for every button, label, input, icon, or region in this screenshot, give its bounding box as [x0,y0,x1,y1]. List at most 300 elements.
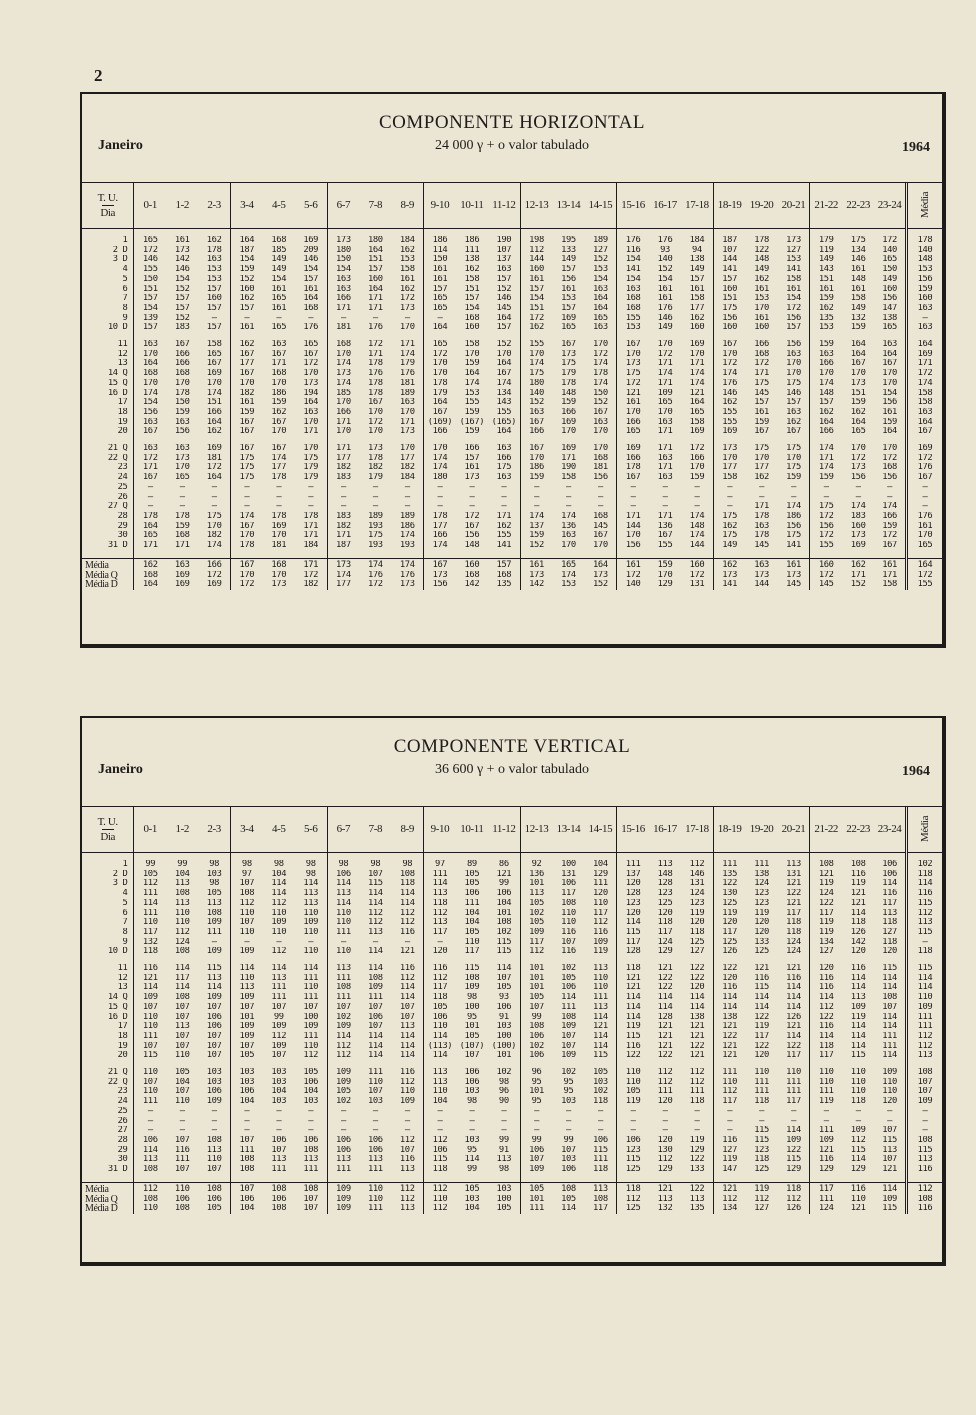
gap-cell [874,1061,906,1068]
value-cell: 172 [206,463,222,473]
gap-cell [713,437,745,444]
value-cell: 167 [617,340,649,350]
value-cell: 106 [206,1022,222,1032]
value-cell: 143 [810,265,842,275]
value-cell: 117 [174,973,190,983]
average-cell: 111 [906,1013,942,1023]
value-cell: 113 [206,1145,222,1155]
value-cell: 146 [689,869,705,879]
hour-column-header: 21-22 [810,806,842,853]
value-cell: 178 [561,378,576,388]
value-cell: 114 [399,898,415,908]
value-cell: 121 [713,1042,745,1052]
value-cell: 170 [206,378,222,388]
value-cell: 146 [786,388,801,398]
value-cell: 114 [399,1041,415,1051]
value-cell: 96 [498,1087,509,1097]
gap-cell [520,437,552,444]
value-cell: 167 [850,359,866,369]
page-number: 2 [94,66,103,85]
value-cell: 118 [689,927,705,937]
gap-cell [778,437,810,444]
value-cell: 168 [174,531,190,541]
value-cell: 135 [810,314,842,324]
value-cell: 176 [399,570,415,580]
value-cell: 117 [424,983,456,993]
hour-column-header: 3-4 [230,182,262,229]
gap-cell [906,437,942,444]
value-cell: 112 [399,973,415,983]
value-cell: 112 [399,1194,415,1204]
value-cell: 137 [496,255,512,265]
value-cell: 181 [593,463,608,473]
value-cell: 183 [174,323,190,333]
value-cell: 170 [689,349,705,359]
value-cell: 116 [617,1042,649,1052]
value-cell: 170 [134,350,166,360]
value-cell: 157 [206,303,222,313]
value-cell: 162 [810,408,842,418]
table-row [82,379,942,389]
value-cell: 176 [657,303,673,313]
value-cell: 111 [271,1165,287,1175]
row-label: 4 [122,889,128,899]
value-cell: 114 [399,889,415,899]
value-cell: 159 [230,408,262,418]
value-cell: 117 [786,908,801,918]
value-cell: 172 [134,246,166,256]
value-cell: 184 [399,473,415,483]
value-cell: — [810,1117,842,1127]
gap-cell [745,853,777,861]
value-cell: 141 [713,265,745,275]
value-cell: 111 [713,1068,745,1078]
value-cell: 120 [850,947,866,957]
value-cell: 148 [689,521,705,531]
value-cell: 103 [271,1097,287,1107]
value-cell: 172 [399,294,415,304]
value-cell: — [810,483,842,493]
value-cell: 110 [882,1077,897,1087]
gap-cell [778,1175,810,1183]
value-cell: 141 [496,541,512,551]
value-cell: 170 [689,463,705,473]
value-cell: 111 [367,993,383,1003]
value-cell: 190 [561,463,576,473]
table-row [82,889,942,899]
value-cell: 114 [367,898,383,908]
value-cell: — [372,482,378,492]
value-cell: 112 [134,1182,166,1194]
value-cell: 172 [520,314,552,324]
gap-cell [359,437,391,444]
value-cell: 138 [464,255,480,265]
value-cell: 112 [367,918,383,928]
value-cell: 168 [271,236,287,245]
value-cell: 163 [520,408,552,418]
value-cell: (100) [491,1041,517,1051]
value-cell: 165 [424,304,456,314]
value-cell: — [759,492,765,502]
value-cell: 121 [617,983,649,993]
value-cell: — [372,1126,378,1136]
value-cell: 186 [520,463,552,473]
row-label: 20 [117,427,128,437]
value-cell: 150 [134,275,166,285]
value-cell: — [855,1116,861,1126]
value-cell: 108 [134,1165,166,1175]
value-cell: 164 [850,349,866,359]
value-cell: 114 [617,993,649,1003]
value-cell: 114 [367,1041,383,1051]
average-cell: — [906,483,942,493]
value-cell: 116 [713,1136,745,1146]
value-cell: 110 [810,1078,842,1088]
value-cell: 110 [424,1022,456,1032]
value-cell: 112 [520,947,552,957]
value-cell: 175 [520,369,552,379]
value-cell: 167 [230,427,262,437]
value-cell: 140 [657,255,673,265]
hour-column-header: 21-22 [810,182,842,229]
value-cell: 115 [882,1135,897,1145]
gap-cell [617,551,649,559]
value-cell: 163 [593,323,608,333]
value-cell: 100 [303,1012,319,1022]
value-cell: 171 [561,453,576,463]
value-cell: 162 [850,407,866,417]
value-cell: 148 [754,255,769,265]
value-cell: 117 [810,1182,842,1194]
value-cell: 121 [689,1051,705,1061]
value-cell: 162 [230,340,262,350]
value-cell: 103 [488,1182,520,1194]
value-cell: 155 [713,408,745,418]
value-cell: — [791,492,796,502]
gap-cell [295,1061,327,1068]
value-cell: 116 [399,927,415,937]
value-cell: 159 [754,417,769,427]
value-cell: 113 [657,1194,673,1204]
value-cell: 184 [689,236,705,245]
value-cell: 165 [657,398,673,408]
value-cell: 153 [786,255,801,265]
gap-cell [681,957,713,964]
value-cell: 152 [657,265,673,275]
gap-cell [810,957,842,964]
value-cell: 111 [424,870,456,880]
value-cell: 121 [850,898,866,908]
value-cell: 111 [617,860,649,870]
value-cell: 167 [424,558,456,570]
row-label: Média Q [85,1194,118,1205]
value-cell: 175 [230,463,262,473]
value-cell: 105 [424,1003,456,1013]
value-cell: 114 [367,1051,383,1061]
value-cell: 145 [810,580,842,590]
value-cell: — [759,482,765,492]
value-cell: 131 [561,869,576,879]
value-cell: 114 [271,879,287,889]
row-label: Média Q [85,570,118,581]
average-cell: 153 [906,265,942,275]
value-cell: 169 [174,570,190,580]
value-cell: 121 [657,964,673,974]
value-cell: 174 [561,570,576,580]
value-cell: 106 [327,1146,359,1156]
value-cell: 128 [617,889,649,899]
value-cell: 113 [593,1002,608,1012]
value-cell: 117 [786,1051,801,1061]
value-cell: 105 [520,899,552,909]
gap-cell [842,853,874,861]
value-cell: 122 [689,1155,705,1165]
value-cell: 166 [174,349,190,359]
hour-column-header: 22-23 [842,806,874,853]
value-cell: (107) [459,1041,485,1051]
value-cell: 103 [230,1068,262,1078]
value-cell: 99 [498,879,509,889]
value-cell: 182 [206,531,222,541]
value-cell: 120 [689,918,705,928]
value-cell: 116 [424,964,456,974]
value-cell: 122 [617,1051,649,1061]
value-cell: 165 [882,323,897,333]
value-cell: 170 [327,427,359,437]
value-cell: 108 [174,889,190,899]
value-cell: 99 [520,1136,552,1146]
value-cell: 116 [561,947,576,957]
value-cell: 147 [882,303,897,313]
value-cell: 170 [464,349,480,359]
row-label: 9 [122,937,128,947]
value-cell: 110 [593,973,608,983]
value-cell: 162 [206,236,222,245]
value-cell: 170 [303,369,319,379]
value-cell: 113 [206,898,222,908]
value-cell: 114 [593,1012,608,1022]
value-cell: 174 [424,541,456,551]
value-cell: 178 [174,511,190,521]
value-cell: 115 [850,1051,866,1061]
value-cell: 164 [850,340,866,350]
table-row [82,1136,942,1146]
value-cell: 108 [230,889,262,899]
value-cell: 113 [520,889,552,899]
value-cell: — [791,1116,796,1126]
value-cell: 169 [850,541,866,551]
value-cell: 170 [303,444,319,454]
value-cell: 118 [593,1097,608,1107]
value-cell: 141 [786,265,801,275]
value-cell: 110 [367,1077,383,1087]
value-cell: — [179,492,185,502]
value-cell: — [179,1116,185,1126]
gap-cell [359,333,391,340]
value-cell: 115 [496,947,512,957]
value-cell: 112 [689,1077,705,1087]
value-cell: 152 [496,340,512,350]
gap-cell [295,229,327,237]
value-cell: 121 [399,947,415,957]
value-cell: 169 [206,369,222,379]
value-cell: 167 [464,521,480,531]
value-cell: 186 [399,521,415,531]
value-cell: 117 [593,1204,608,1214]
value-cell: 162 [399,284,415,294]
value-cell: 114 [882,879,897,889]
value-cell: 112 [391,1182,423,1194]
table-row [82,359,942,369]
value-cell: 124 [786,947,801,957]
value-cell: 169 [689,427,705,437]
value-cell: 178 [367,359,383,369]
value-cell: 175 [786,378,801,388]
value-cell: 168 [271,369,287,379]
value-cell: 154 [882,388,897,398]
hour-column-header: 5-6 [295,806,327,853]
summary-row [82,558,942,570]
value-cell: 121 [850,889,866,899]
value-cell: 113 [327,964,359,974]
value-cell: 110 [424,1087,456,1097]
value-cell: 160 [464,323,480,333]
value-cell: 167 [271,417,287,427]
gap-cell [681,551,713,559]
row-label: 6 [122,284,128,294]
value-cell: 107 [174,1165,190,1175]
value-cell: 115 [496,937,512,947]
value-cell: 159 [561,398,576,408]
value-cell: 114 [561,1204,576,1214]
value-cell: 109 [303,1022,319,1032]
value-cell: 157 [786,323,801,333]
gap-cell [520,551,552,559]
value-cell: 170 [174,463,190,473]
value-cell: 168 [303,303,319,313]
value-cell: 189 [593,236,608,245]
value-cell: 194 [303,388,319,398]
value-cell: 171 [754,369,769,379]
value-cell: 164 [850,417,866,427]
value-cell: 149 [561,255,576,265]
value-cell: 111 [303,993,319,1003]
value-cell: — [424,483,456,493]
gap-cell [617,957,649,964]
row-gap [82,1061,942,1068]
panel-vertical-component [80,716,946,1266]
table-row [82,350,942,360]
value-cell: — [211,492,217,502]
value-cell: 117 [754,1031,769,1041]
value-cell: 105 [520,918,552,928]
value-cell: 104 [230,1204,262,1214]
value-cell: 111 [367,1165,383,1175]
value-cell: 108 [206,908,222,918]
value-cell: 151 [810,275,842,285]
table-row [82,531,942,541]
value-cell: 102 [496,927,512,937]
value-cell: 95 [520,1078,552,1088]
value-cell: 171 [657,378,673,388]
value-cell: 153 [617,323,649,333]
value-cell: 157 [206,323,222,333]
value-cell: 107 [882,1002,897,1012]
average-cell: 109 [906,1003,942,1013]
value-cell: 164 [593,294,608,304]
value-cell: 166 [496,453,512,463]
value-cell: 107 [496,973,512,983]
value-cell: — [469,1116,475,1126]
value-cell: 114 [327,899,359,909]
row-label: 21 Q [107,1068,128,1078]
hour-column-header: 8-9 [391,806,423,853]
hour-column-header: 18-19 [713,806,745,853]
average-cell: 167 [906,473,942,483]
value-cell: 106 [134,1136,166,1146]
value-cell: 170 [271,378,287,388]
value-cell: — [887,492,893,502]
value-cell: 171 [399,417,415,427]
table-row [82,1042,942,1052]
value-cell: 166 [810,359,842,369]
value-cell: 113 [327,889,359,899]
value-cell: — [404,1116,410,1126]
value-cell: 109 [657,388,673,398]
value-cell: 171 [657,427,673,437]
gap-cell [134,957,166,964]
value-cell: 109 [850,1002,866,1012]
value-cell: 110 [713,1078,745,1088]
value-cell: 106 [271,1194,287,1204]
value-cell: 111 [303,1031,319,1041]
value-cell: 145 [496,303,512,313]
value-cell: 114 [882,983,897,993]
average-cell: 112 [906,1032,942,1042]
value-cell: 163 [810,350,842,360]
value-cell: 159 [520,473,552,483]
value-cell: 119 [713,909,745,919]
row-label: 14 Q [107,369,128,379]
value-cell: 112 [399,918,415,928]
value-cell: 110 [271,908,287,918]
value-cell: 157 [424,285,456,295]
value-cell: 105 [464,927,480,937]
summary-row [82,571,942,581]
data-table-vertical [82,806,942,1214]
value-cell: 159 [464,359,480,369]
summary-row [82,1195,942,1205]
value-cell: 157 [520,285,552,295]
value-cell: 153 [206,274,222,284]
value-cell: 174 [810,463,842,473]
value-cell: 116 [713,983,745,993]
value-cell: 121 [786,879,801,889]
value-cell: 98 [327,860,359,870]
value-cell: 167 [230,350,262,360]
value-cell: 176 [617,236,649,246]
table-row [82,1126,942,1136]
value-cell: 117 [657,927,673,937]
value-cell: 164 [206,417,222,427]
value-cell: — [372,1116,378,1126]
gap-cell [230,1175,262,1183]
row-label: 26 [117,1116,128,1126]
value-cell: 111 [327,928,359,938]
hour-column-header: 23-24 [874,806,906,853]
gap-cell [649,229,681,237]
value-cell: 114 [617,1013,649,1023]
